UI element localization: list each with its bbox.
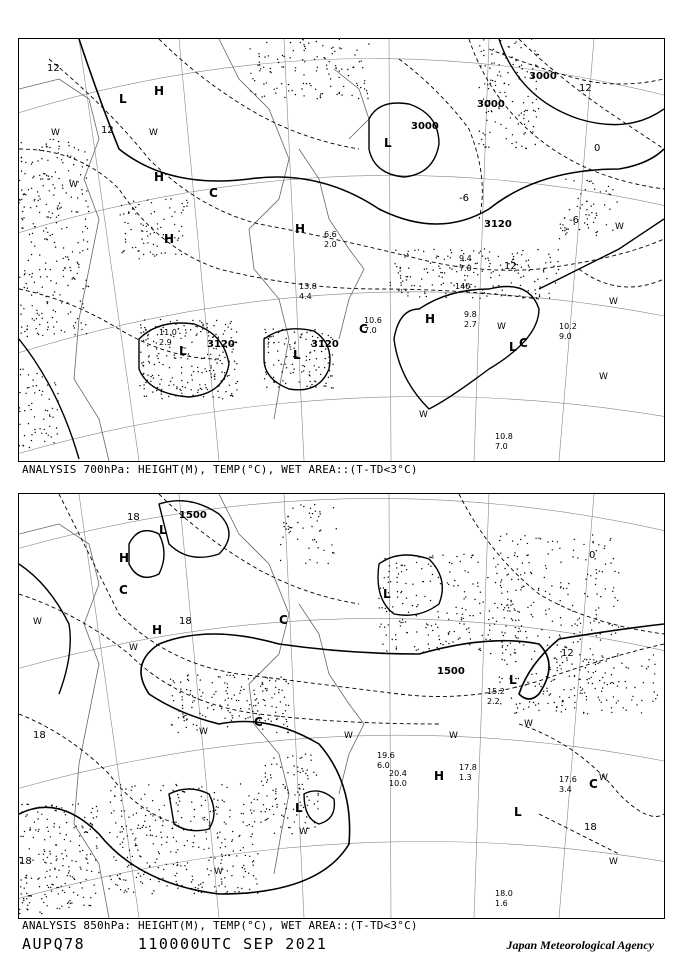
pressure-system-symbol: H [154, 170, 165, 184]
wet-area-mark: W [449, 731, 458, 741]
isotherm-label: 0 [589, 550, 596, 561]
wet-area-mark: W [419, 410, 428, 420]
pressure-system-symbol: L [295, 801, 303, 815]
station-value: 19.6 [377, 751, 395, 760]
pressure-system-symbol: C [209, 186, 218, 200]
station-value: 2.0 [324, 240, 337, 249]
wet-area-mark: W [69, 180, 78, 190]
lower-longitude-grid [79, 494, 594, 918]
station-value: 7.0 [459, 264, 472, 273]
meridian-label: 140 [455, 282, 471, 291]
pressure-system-symbol: L [383, 587, 391, 601]
upper-chart-labels [47, 63, 624, 451]
pressure-system-symbol: H [154, 84, 165, 98]
lower-latitude-grid [19, 498, 664, 904]
station-value: 6.0 [377, 761, 390, 770]
upper-coastlines [19, 39, 369, 461]
isotherm-label: 18 [19, 856, 32, 867]
isotherm-label: -6 [459, 193, 469, 204]
isotherm-label: 18 [33, 730, 46, 741]
wet-area-mark: W [599, 773, 608, 783]
station-value: 4.4 [299, 292, 312, 301]
pressure-system-symbol: L [179, 344, 187, 358]
station-value: 17.6 [559, 775, 577, 784]
isotherm-label: 18 [127, 512, 140, 523]
station-value: 13.8 [299, 282, 317, 291]
station-value: 6.6 [324, 230, 337, 239]
wet-area-mark: W [497, 322, 506, 332]
pressure-system-symbol: L [384, 136, 392, 150]
lower-coastlines [19, 494, 364, 918]
pressure-system-symbol: C [254, 715, 263, 729]
station-value: 1.3 [459, 773, 472, 782]
wet-area-mark: W [129, 643, 138, 653]
pressure-system-symbol: C [359, 322, 368, 336]
station-value: 10.6 [364, 316, 382, 325]
station-value: 9.4 [459, 254, 472, 263]
isotherm-label: 12 [47, 63, 60, 74]
station-value: 7.0 [495, 442, 508, 451]
isotherm-label: 18 [179, 616, 192, 627]
isotherm-label: 12 [101, 125, 114, 136]
station-value: 10.0 [389, 779, 407, 788]
station-value: 1.6 [495, 899, 508, 908]
analysis-time: 110000UTC SEP 2021 [137, 935, 328, 953]
height-label: 3120 [207, 339, 235, 350]
station-value: 2.9 [159, 338, 172, 347]
isotherm-label: -6 [569, 215, 579, 226]
pressure-system-symbol: H [425, 312, 436, 326]
height-label: 1500 [437, 666, 465, 677]
station-value: 10.2 [559, 322, 577, 331]
wet-area-mark: W [214, 867, 223, 877]
wet-area-mark: W [599, 372, 608, 382]
lower-wet-area-stipple [19, 504, 658, 914]
wet-area-mark: W [344, 731, 353, 741]
pressure-system-symbol: C [119, 583, 128, 597]
agency-name: Japan Meteorological Agency [506, 938, 654, 952]
isotherm-label: 12 [579, 83, 592, 94]
station-value: 11.0 [159, 328, 177, 337]
station-value: 15.2 [487, 687, 505, 696]
lower-chart-caption: ANALYSIS 850hPa: HEIGHT(M), TEMP(°C), WET AREA::(T-TD<3°C) [22, 919, 418, 932]
wet-area-mark: W [615, 222, 624, 232]
wet-area-mark: W [299, 827, 308, 837]
lower-chart-map [19, 494, 664, 918]
pressure-system-symbol: H [152, 623, 163, 637]
lower-chart-panel [18, 493, 665, 919]
upper-latitude-grid [19, 59, 664, 460]
upper-longitude-grid [79, 39, 594, 461]
station-value: 2.7 [464, 320, 477, 329]
isotherm-label: 0 [594, 143, 601, 154]
station-value: 20.4 [389, 769, 407, 778]
wet-area-mark: W [51, 128, 60, 138]
lower-height-contours [19, 501, 664, 894]
station-value: 9.8 [464, 310, 477, 319]
upper-chart-caption: ANALYSIS 700hPa: HEIGHT(M), TEMP(°C), WET AREA::(T-TD<3°C) [22, 463, 418, 476]
height-label: 3000 [477, 99, 505, 110]
lower-isotherms [19, 494, 664, 854]
height-label: 3120 [484, 219, 512, 230]
station-value: 3.4 [559, 785, 572, 794]
isotherm-label: 12 [561, 648, 574, 659]
height-label: 3000 [411, 121, 439, 132]
wet-area-mark: W [149, 128, 158, 138]
station-value: 10.8 [495, 432, 513, 441]
upper-height-contours [19, 39, 664, 459]
pressure-system-symbol: C [589, 777, 598, 791]
wet-area-mark: W [524, 719, 533, 729]
pressure-system-symbol: H [164, 232, 175, 246]
pressure-system-symbol: L [509, 673, 517, 687]
station-value: 18.0 [495, 889, 513, 898]
pressure-system-symbol: H [119, 551, 130, 565]
upper-chart-map [19, 39, 664, 461]
isotherm-label: 12 [504, 261, 517, 272]
upper-chart-panel [18, 38, 665, 462]
height-label: 3120 [311, 339, 339, 350]
station-value: 9.0 [559, 332, 572, 341]
wet-area-mark: W [609, 297, 618, 307]
height-label: 1500 [179, 510, 207, 521]
chart-id: AUPQ78 [22, 935, 86, 953]
chart-identifier [22, 935, 327, 953]
upper-wet-area-stipple [19, 39, 618, 448]
pressure-system-symbol: H [434, 769, 445, 783]
pressure-system-symbol: L [119, 92, 127, 106]
lower-chart-labels [19, 510, 618, 908]
pressure-system-symbol: H [295, 222, 306, 236]
pressure-system-symbol: C [519, 336, 528, 350]
wet-area-mark: W [199, 727, 208, 737]
pressure-system-symbol: L [293, 348, 301, 362]
wet-area-mark: W [609, 857, 618, 867]
station-value: 17.8 [459, 763, 477, 772]
isotherm-label: 18 [584, 822, 597, 833]
pressure-system-symbol: L [514, 805, 522, 819]
pressure-system-symbol: C [279, 613, 288, 627]
station-value: 2.2 [487, 697, 500, 706]
pressure-system-symbol: L [509, 340, 517, 354]
wet-area-mark: W [33, 617, 42, 627]
height-label: 3000 [529, 71, 557, 82]
pressure-system-symbol: L [159, 523, 167, 537]
station-value: 7.0 [364, 326, 377, 335]
